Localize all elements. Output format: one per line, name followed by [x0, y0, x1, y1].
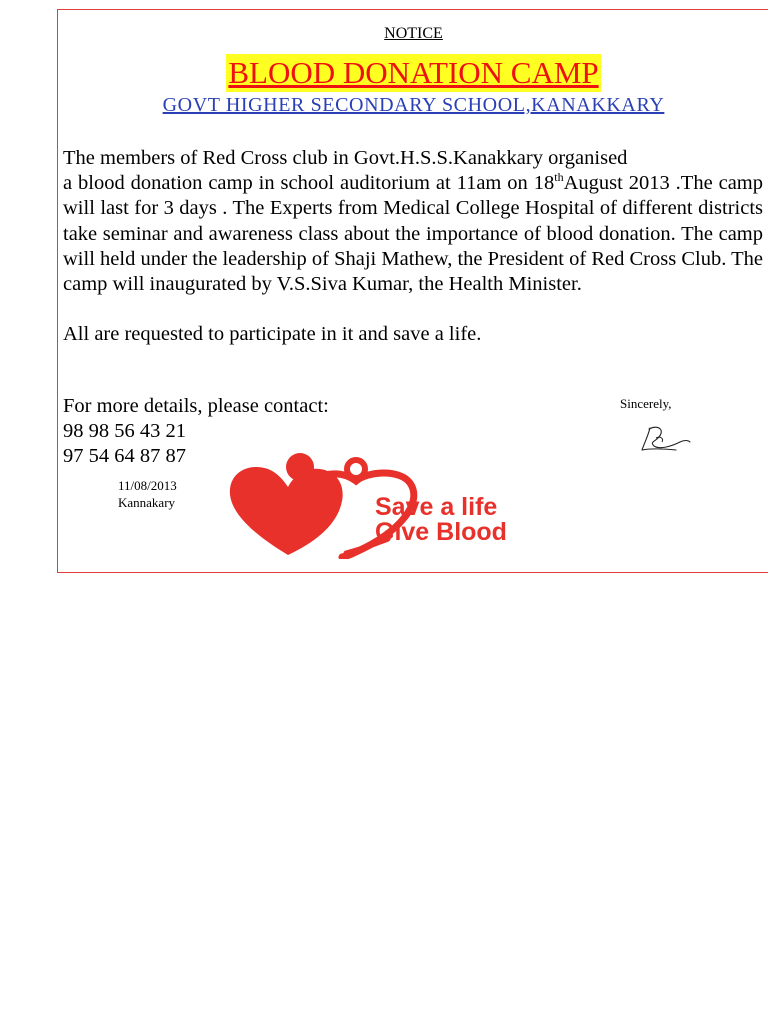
- contact-intro: For more details, please contact:: [63, 395, 329, 417]
- sincerely-label: Sincerely,: [620, 396, 672, 411]
- date-place-block: [118, 477, 177, 511]
- paragraph-1-part-a: a blood donation camp in school auditorium at 11am on 18: [63, 172, 555, 195]
- paragraph-1-first-line: The members of Red Cross club in Govt.H.S.S.Kanakkary organised: [63, 147, 628, 169]
- logo-text-line-1: Save a life: [375, 493, 498, 521]
- title-wrap: [58, 54, 768, 92]
- notice-body: [63, 146, 763, 347]
- paragraph-2: All are requested to participate in it and save a life.: [63, 323, 482, 346]
- notice-heading: NOTICE: [384, 25, 443, 42]
- signature-icon: [636, 420, 694, 456]
- notice-date: 11/08/2013: [118, 478, 177, 493]
- camp-title: BLOOD DONATION CAMP: [228, 55, 599, 90]
- phone-number-2: 97 54 64 87 87: [63, 445, 186, 468]
- notice-place: Kannakary: [118, 495, 176, 510]
- school-name: GOVT HIGHER SECONDARY SCHOOL,KANAKKARY: [162, 94, 665, 116]
- hearts-logo-icon: [228, 447, 598, 559]
- phone-number-1: 98 98 56 43 21: [63, 420, 186, 443]
- notice-document: [57, 9, 768, 573]
- ordinal-suffix: th: [554, 170, 564, 185]
- logo-text-line-2: Give Blood: [375, 518, 507, 546]
- paragraph-1: [63, 146, 763, 297]
- paragraph-1-part-b: August 2013 .The camp will last for 3 days . The Experts from Medical College Hospital of different districts take seminar and awareness class about the importance of blood donation. The camp will held under the leadership of Shaji Mathew, the President of Red Cross Club. The camp will inaugurated by V.S.Siva Kumar, the Health Minister.: [63, 172, 763, 296]
